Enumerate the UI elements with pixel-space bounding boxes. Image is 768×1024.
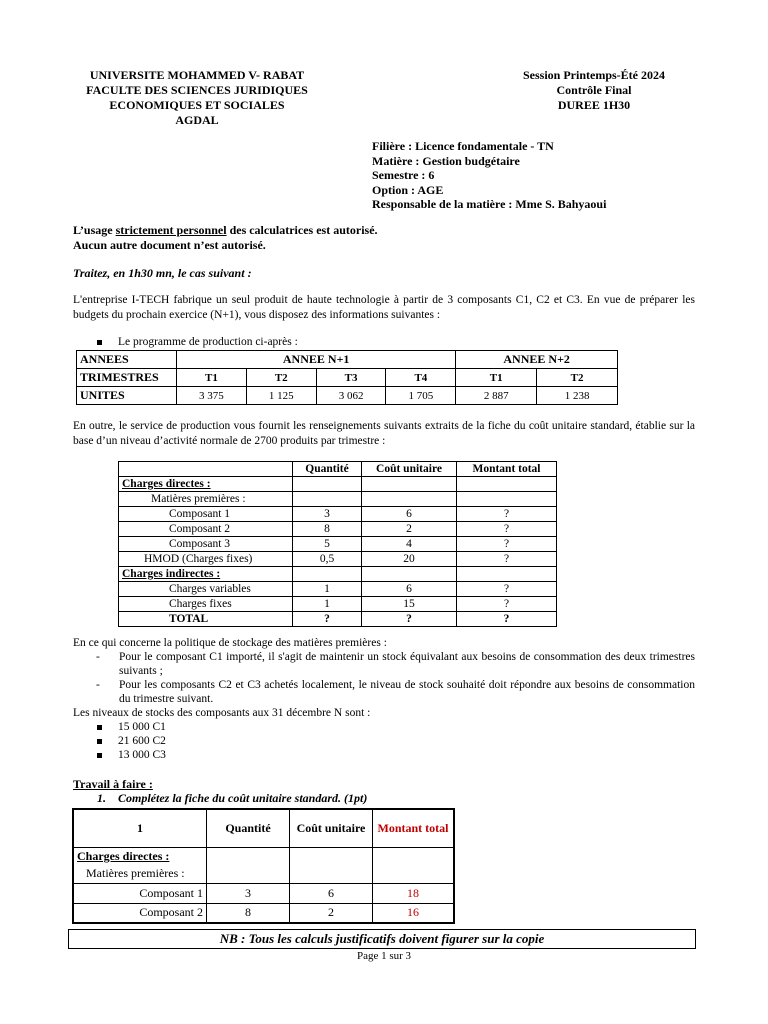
units-cell: 1 125 <box>246 387 316 405</box>
meta-responsable: Responsable de la matière : Mme S. Bahyaoui <box>372 197 607 211</box>
stock-item: - Pour le composant C1 importé, il s'agit de maintenir un stock équivalant aux besoins de consommation des deux trimestres suivants ; <box>96 651 695 677</box>
exam-label: Contrôle Final <box>556 83 632 97</box>
question-1: 1. Complétez la fiche du coût unitaire standard. (1pt) <box>97 791 368 805</box>
cost-header-montant: Montant total <box>457 462 557 477</box>
quarter-header: T1 <box>456 369 537 387</box>
stock-item: - Pour les composants C2 et C3 achetés localement, le niveau de stock souhaité doit répondre aux besoins de consommation du trimestre suivant. <box>96 679 695 705</box>
answer-header-quantite: Quantité <box>207 809 290 847</box>
intro-paragraph: L'entreprise I-TECH fabrique un seul produit de haute technologie à partir de 3 composants C1, C2 et C3. En vue de préparer les budgets du prochain exercice (N+1), vous disposez des informations suivantes : <box>73 294 695 321</box>
exam-rules <box>73 223 378 252</box>
year-n1-header: ANNEE N+1 <box>177 351 456 369</box>
table-row: Composant 1 3 6 18 <box>73 883 454 903</box>
meta-filiere: Filière : Licence fondamentale - TN <box>372 139 554 153</box>
production-table <box>76 350 618 405</box>
units-cell: 1 705 <box>386 387 456 405</box>
cost-header-cout: Coût unitaire <box>362 462 457 477</box>
nb-note: NB : Tous les calculs justificatifs doivent figurer sur la copie <box>68 929 696 949</box>
meta-matiere: Matière : Gestion budgétaire <box>372 153 520 168</box>
instruction: Traitez, en 1h30 mn, le cas suivant : <box>73 266 252 280</box>
meta-semestre: Semestre : 6 <box>372 168 435 182</box>
table-row: Composant 2 8 2 16 <box>73 903 454 923</box>
course-meta <box>372 139 606 212</box>
table-row: Charges directes : <box>119 477 557 492</box>
rule-documents: Aucun autre document n’est autorisé. <box>73 237 266 252</box>
cost-header-quantite: Quantité <box>293 462 362 477</box>
row-label-trimestres: TRIMESTRES <box>77 369 177 387</box>
units-cell: 2 887 <box>456 387 537 405</box>
production-bullet: Le programme de production ci-après : <box>97 335 298 349</box>
quarter-header: T2 <box>246 369 316 387</box>
header-institution <box>72 68 322 128</box>
stock-section <box>73 636 695 762</box>
quarter-header: T1 <box>177 369 247 387</box>
table-row: Matières premières : <box>73 865 454 883</box>
row-label-annees: ANNEES <box>77 351 177 369</box>
units-cell: 3 375 <box>177 387 247 405</box>
cost-table <box>118 461 557 627</box>
table-row: Charges fixes 1 15 ? <box>119 597 557 612</box>
university-name: UNIVERSITE MOHAMMED V- RABAT <box>89 68 305 82</box>
list-item: 13 000 C3 <box>73 748 695 762</box>
page-number: Page 1 sur 3 <box>356 950 412 962</box>
table-row: Composant 1 3 6 ? <box>119 507 557 522</box>
table-row: Charges variables 1 6 ? <box>119 582 557 597</box>
quarter-header: T2 <box>537 369 618 387</box>
header-session <box>510 68 678 113</box>
cost-intro-paragraph: En outre, le service de production vous fournit les renseignements suivants extraits de la fiche du coût unitaire standard, établie sur la base d’un niveau d’activité normale de 2700 produits par trimestre : <box>73 420 695 447</box>
year-n2-header: ANNEE N+2 <box>456 351 618 369</box>
table-row: Composant 2 8 2 ? <box>119 522 557 537</box>
stock-levels-intro: Les niveaux de stocks des composants aux 31 décembre N sont : <box>73 707 371 719</box>
duration-label: DUREE 1H30 <box>557 98 631 112</box>
table-row: Matières premières : <box>119 492 557 507</box>
units-cell: 1 238 <box>537 387 618 405</box>
table-row: HMOD (Charges fixes) 0,5 20 ? <box>119 552 557 567</box>
list-item: 15 000 C1 <box>73 720 695 734</box>
list-item: 21 600 C2 <box>73 734 695 748</box>
table-row: Charges indirectes : <box>119 567 557 582</box>
faculty-line-2: ECONOMIQUES ET SOCIALES <box>109 98 285 112</box>
table-row: TOTAL ? ? ? <box>119 612 557 627</box>
work-title: Travail à faire : <box>73 777 153 791</box>
quarter-header: T4 <box>386 369 456 387</box>
rule-calculators: L’usage strictement personnel des calculatrices est autorisé. <box>73 223 378 237</box>
session-label: Session Printemps-Été 2024 <box>523 68 665 82</box>
table-row: Charges directes : <box>73 847 454 865</box>
meta-option: Option : AGE <box>372 182 444 197</box>
answer-table <box>72 808 455 924</box>
answer-header-number: 1 <box>73 809 207 847</box>
campus-name: AGDAL <box>175 113 219 127</box>
answer-header-montant: Montant total <box>373 809 455 847</box>
cost-header-empty <box>119 462 293 477</box>
bullet-square-icon <box>97 725 102 730</box>
answer-header-cout: Coût unitaire <box>290 809 373 847</box>
bullet-square-icon <box>97 739 102 744</box>
stock-intro: En ce qui concerne la politique de stockage des matières premières : <box>73 637 387 649</box>
quarter-header: T3 <box>316 369 386 387</box>
units-cell: 3 062 <box>316 387 386 405</box>
table-row: Composant 3 5 4 ? <box>119 537 557 552</box>
bullet-square-icon <box>97 340 102 345</box>
bullet-square-icon <box>97 753 102 758</box>
row-label-unites: UNITES <box>77 387 177 405</box>
faculty-line-1: FACULTE DES SCIENCES JURIDIQUES <box>86 83 308 97</box>
